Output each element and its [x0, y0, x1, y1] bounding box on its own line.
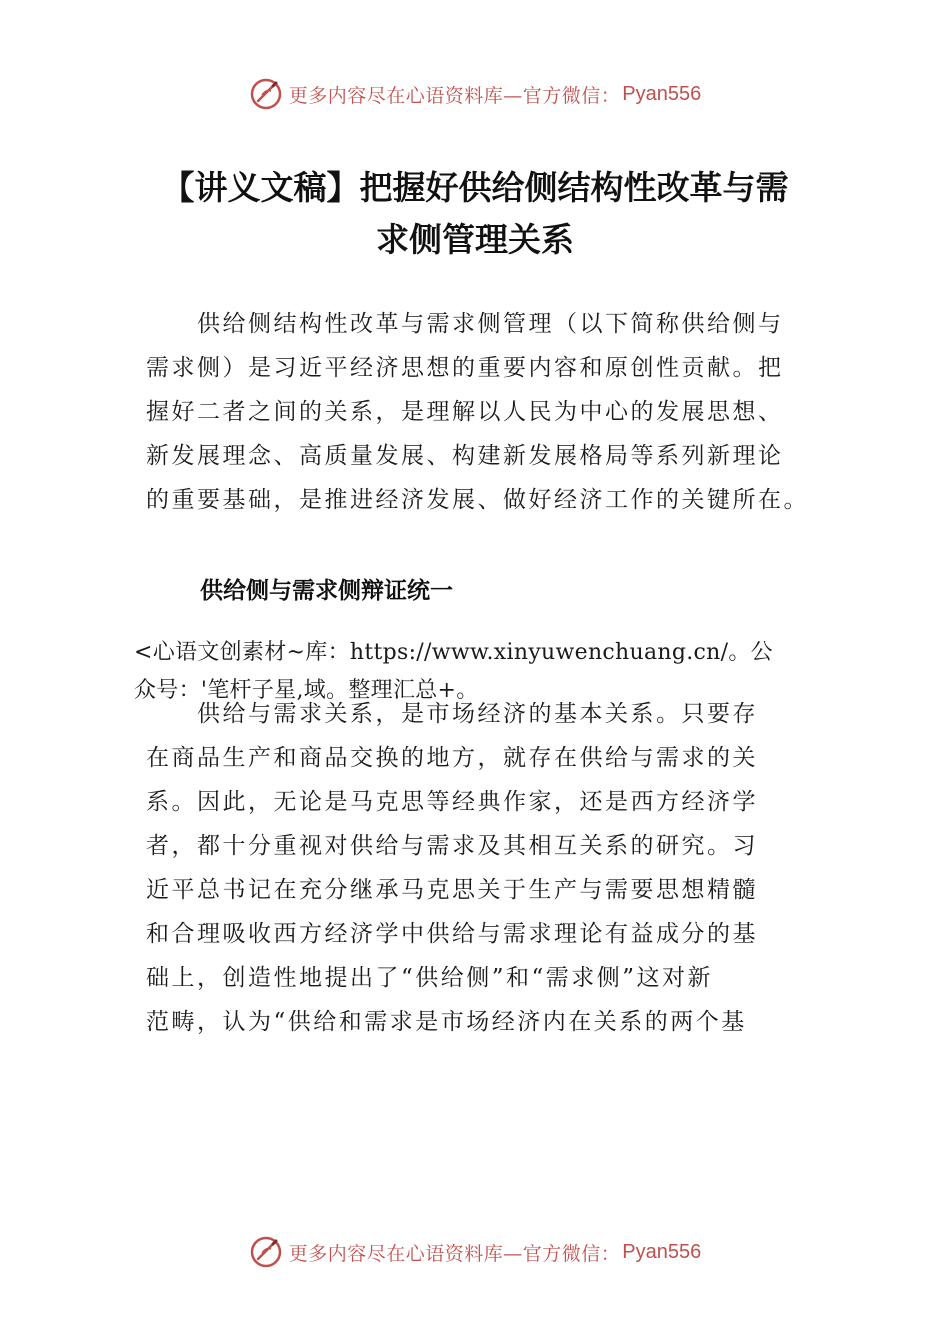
source-note-line-1: <心语文创素材~库：https://www.xinyuwenchuang.cn/。公	[134, 640, 773, 665]
intro-paragraph-line: 新发展理念、高质量发展、构建新发展格局等系列新理论	[146, 443, 784, 469]
intro-paragraph-line: 需求侧）是习近平经济思想的重要内容和原创性贡献。把	[146, 355, 784, 381]
page-title-line-1: 【讲义文稿】把握好供给侧结构性改革与需	[161, 168, 789, 207]
section-heading: 供给侧与需求侧辩证统一	[200, 578, 453, 604]
brand-logo-icon	[249, 77, 283, 111]
intro-paragraph-line: 握好二者之间的关系，是理解以人民为中心的发展思想、	[146, 399, 784, 425]
header-banner-text: 更多内容尽在心语资料库—官方微信：	[288, 84, 621, 107]
intro-paragraph-line: 的重要基础，是推进经济发展、做好经济工作的关键所在。	[146, 487, 809, 513]
body-paragraph-line: 者，都十分重视对供给与需求及其相互关系的研究。习	[146, 833, 758, 859]
footer-banner	[0, 1232, 950, 1272]
body-paragraph-line: 范畴，认为“供给和需求是市场经济内在关系的两个基	[146, 1009, 747, 1035]
footer-banner-handle: Pyan556	[622, 1240, 702, 1263]
source-note-line-2: 众号：'笔杆子星,域。整理汇总+。	[134, 678, 479, 703]
body-paragraph-line: 近平总书记在充分继承马克思关于生产与需要思想精髓	[146, 877, 758, 903]
body-paragraph	[146, 692, 846, 1044]
page-title-line-2: 求侧管理关系	[376, 220, 574, 259]
header-banner	[0, 74, 950, 114]
header-banner-handle: Pyan556	[622, 82, 702, 105]
body-paragraph-line: 供给与需求关系，是市场经济的基本关系。只要存	[146, 701, 758, 727]
body-paragraph-line: 在商品生产和商品交换的地方，就存在供给与需求的关	[146, 745, 758, 771]
intro-paragraph	[146, 302, 846, 522]
footer-banner-text: 更多内容尽在心语资料库—官方微信：	[288, 1242, 621, 1265]
body-paragraph-line: 和合理吸收西方经济学中供给与需求理论有益成分的基	[146, 921, 758, 947]
body-paragraph-line: 系。因此，无论是马克思等经典作家，还是西方经济学	[146, 789, 758, 815]
intro-paragraph-line: 供给侧结构性改革与需求侧管理（以下简称供给侧与	[146, 311, 784, 337]
page-title	[130, 162, 820, 266]
body-paragraph-line: 础上，创造性地提出了“供给侧”和“需求侧”这对新	[146, 965, 714, 991]
brand-logo-icon	[249, 1235, 283, 1269]
